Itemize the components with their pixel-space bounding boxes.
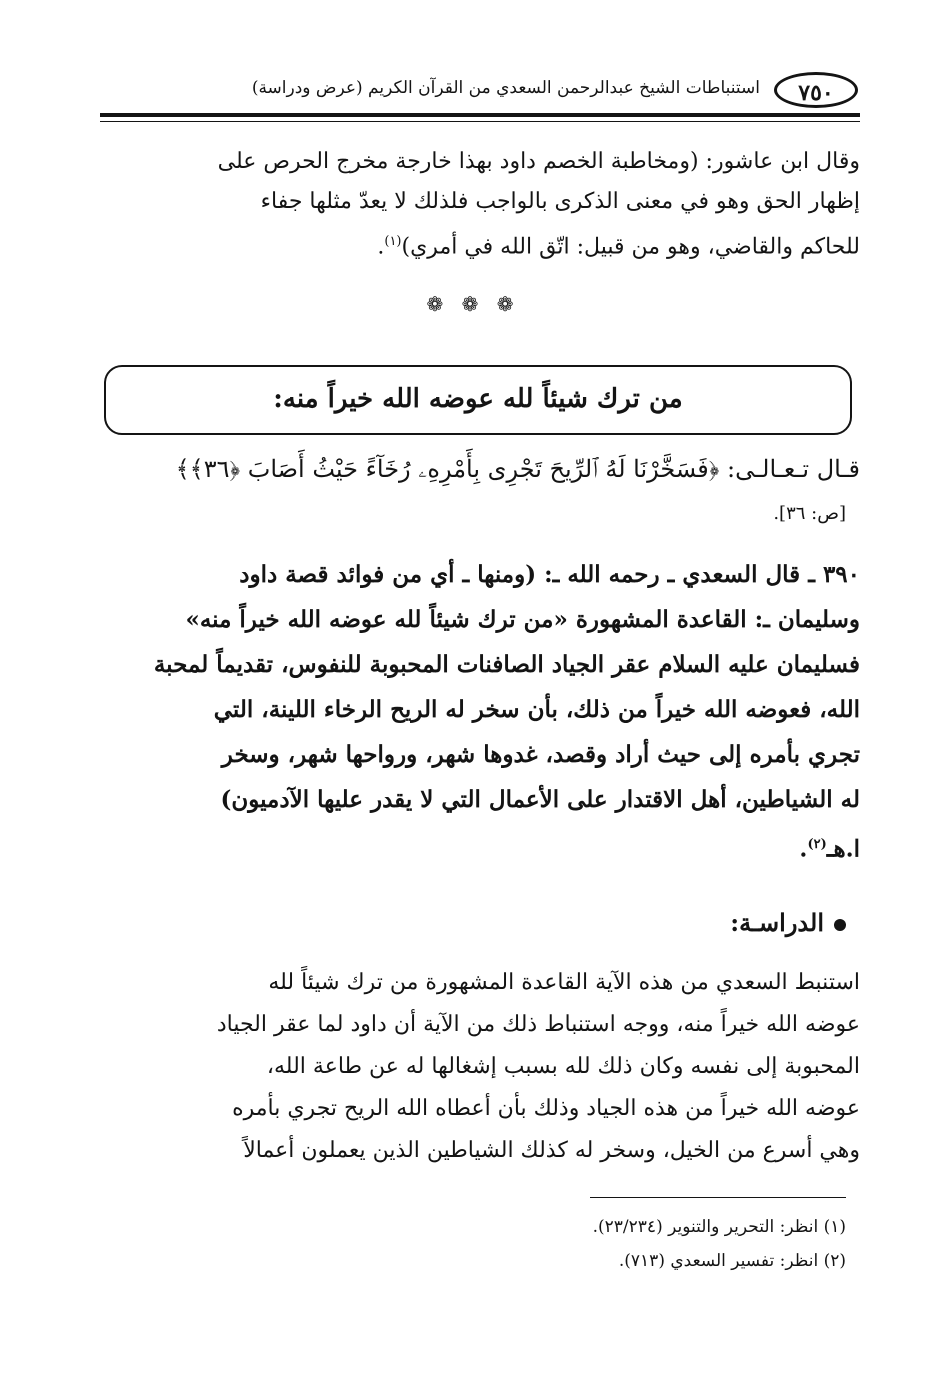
saadi-quote bbox=[100, 552, 860, 872]
running-title: استنباطات الشيخ عبدالرحمن السعدي من القرآن الكريم (عرض ودراسة) bbox=[251, 78, 760, 98]
page-header bbox=[100, 72, 860, 112]
study-line: المحبوبة إلى نفسه وكان ذلك لله بسبب إشغالها له عن طاعة الله، bbox=[266, 1054, 860, 1079]
section-heading: من ترك شيئاً لله عوضه الله خيراً منه: bbox=[104, 365, 852, 435]
footnote-rule bbox=[590, 1197, 846, 1198]
header-rule-thick bbox=[100, 113, 860, 117]
quote-line bbox=[100, 822, 860, 872]
quote-line: الله، فعوضه الله خيراً من ذلك، بأن سخر له الريح الرخاء اللينة، التي bbox=[213, 696, 860, 723]
intro-paragraph bbox=[100, 142, 860, 267]
intro-line: وقال ابن عاشور: (ومخاطبة الخصم داود بهذا خارجة مخرج الحرص على bbox=[217, 149, 860, 174]
study-line: عوضه الله خيراً من هذه الجياد وذلك بأن أعطاه الله الريح تجري بأمره bbox=[232, 1096, 860, 1121]
bullet-icon bbox=[834, 919, 846, 931]
quote-line: تجري بأمره إلى حيث أراد وقصد، غدوها شهر، ورواحها شهر، وسخر bbox=[221, 741, 860, 768]
intro-line bbox=[100, 222, 860, 267]
footnote-1: (١) انظر: التحرير والتنوير (٢٣/٢٣٤). bbox=[592, 1217, 846, 1237]
quote-line: وسليمان ـ: القاعدة المشهورة «من ترك شيئاً لله عوضه الله خيراً منه» bbox=[185, 606, 860, 633]
study-line: وهي أسرع من الخيل، وسخر له كذلك الشياطين الذين يعملون أعمالاً bbox=[243, 1138, 860, 1163]
study-line: استنبط السعدي من هذه الآية القاعدة المشهورة من ترك شيئاً لله bbox=[268, 970, 860, 995]
footnote-ref-2[interactable]: (٢) bbox=[807, 837, 827, 852]
footnotes bbox=[246, 1210, 846, 1278]
verse-reference: [ص: ٣٦]. bbox=[773, 503, 846, 524]
page-number: ٧٥٠ bbox=[774, 72, 858, 108]
quote-line: فسليمان عليه السلام عقر الجياد الصافنات المحبوبة للنفوس، تقديماً لمحبة bbox=[153, 651, 860, 678]
study-line: عوضه الله خيراً منه، ووجه استنباط ذلك من الآية أن داود لما عقر الجياد bbox=[216, 1012, 860, 1037]
quran-verse: قـال تـعـالـى: ﴿فَسَخَّرْنَا لَهُ ٱلرِّيحَ تَجْرِى بِأَمْرِهِۦ رُخَآءً حَيْثُ أَصَابَ ﴿٣٦﴾﴾ bbox=[175, 455, 860, 483]
intro-line-text: للحاكم والقاضي، وهو من قبيل: اتّق الله في أمري) bbox=[401, 234, 860, 260]
study-paragraph bbox=[100, 962, 860, 1172]
study-heading bbox=[730, 908, 846, 937]
study-heading-text: الدراسـة: bbox=[730, 908, 824, 937]
footnote-2: (٢) انظر: تفسير السعدي (٧١٣). bbox=[618, 1251, 846, 1271]
intro-end: . bbox=[377, 234, 385, 260]
quote-line: ٣٩٠ ـ قال السعدي ـ رحمه الله ـ: (ومنها ـ أي من فوائد قصة داود bbox=[239, 561, 860, 588]
ornament-separator: ❁ ❁ ❁ bbox=[426, 292, 520, 316]
quote-end: . bbox=[799, 835, 808, 863]
quote-end-text: ا.هـ bbox=[826, 835, 860, 863]
footnote-ref-1[interactable]: (١) bbox=[384, 234, 402, 249]
intro-line: إظهار الحق وهو في معنى الذكرى بالواجب فلذلك لا يعدّ مثلها جفاء bbox=[260, 189, 860, 214]
quote-line: له الشياطين، أهل الاقتدار على الأعمال التي لا يقدر عليها الآدميون) bbox=[220, 786, 860, 813]
header-rule-thin bbox=[100, 121, 860, 122]
